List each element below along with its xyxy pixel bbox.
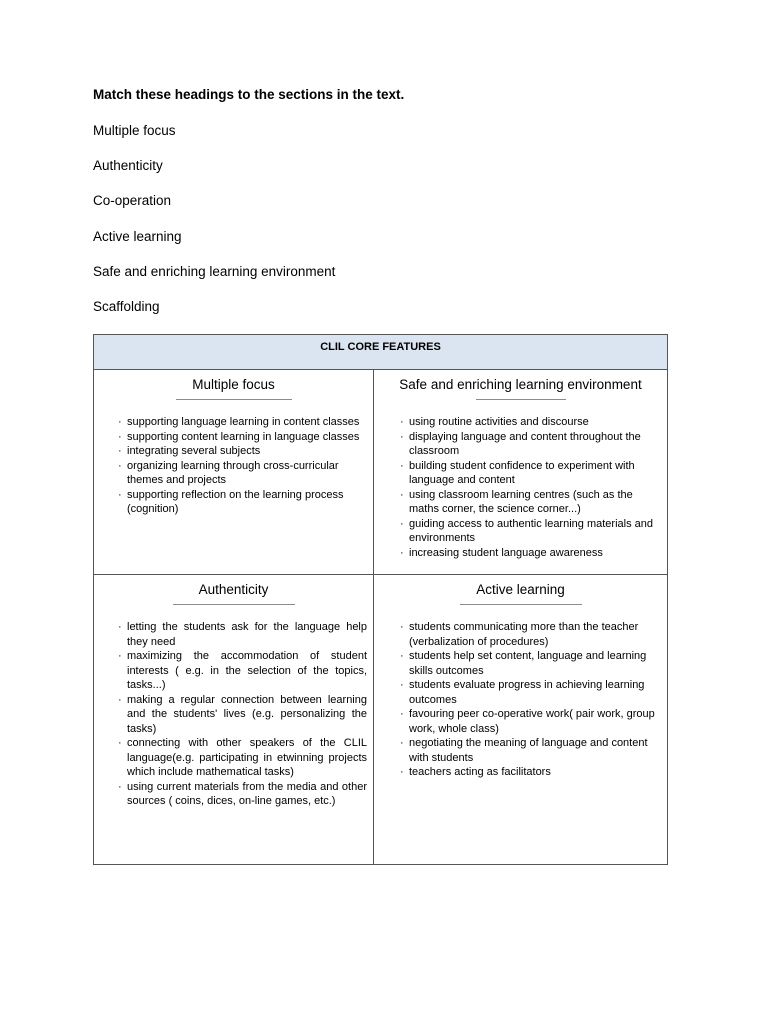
heading-option: Authenticity [93, 158, 163, 174]
list-item: · integrating several subjects [118, 444, 367, 459]
list-item: · students help set content, language and learning skills outcomes [400, 649, 659, 678]
answer-blank-line [173, 604, 295, 605]
answer-blank-line [476, 399, 566, 400]
list-item: · students evaluate progress in achieving learning outcomes [400, 678, 659, 707]
answer-blank-line [176, 399, 292, 400]
section-cell-active-learning [374, 575, 668, 865]
section-title: Active learning [476, 582, 565, 597]
list-item: · displaying language and content throughout the classroom [400, 430, 659, 459]
heading-option: Safe and enriching learning environment [93, 263, 336, 279]
section-item-list [118, 415, 367, 517]
list-item: · organizing learning through cross-curricular themes and projects [118, 459, 367, 488]
list-item: · building student confidence to experiment with language and content [400, 459, 659, 488]
list-item: · using routine activities and discourse [400, 415, 659, 430]
section-item-list [400, 620, 659, 780]
list-item: · letting the students ask for the language help they need [118, 620, 367, 649]
list-item: · maximizing the accommodation of student interests ( e.g. in the selection of the topics, tasks...) [118, 649, 367, 693]
list-item: · supporting reflection on the learning process (cognition) [118, 488, 367, 517]
list-item: · increasing student language awareness [400, 546, 659, 561]
section-cell-multiple-focus [94, 370, 374, 575]
heading-option: Co-operation [93, 193, 172, 209]
instruction-text: Match these headings to the sections in the text. [93, 87, 405, 102]
section-title: Authenticity [198, 582, 269, 597]
section-cell-safe-environment [374, 370, 668, 575]
list-item: · students communicating more than the teacher (verbalization of procedures) [400, 620, 659, 649]
list-item: · supporting language learning in content classes [118, 415, 367, 430]
list-item: · negotiating the meaning of language and content with students [400, 736, 659, 765]
heading-option: Scaffolding [93, 298, 160, 314]
headings-list [93, 122, 335, 333]
list-item: · teachers acting as facilitators [400, 765, 659, 780]
clil-features-table [93, 334, 668, 865]
heading-option: Active learning [93, 228, 182, 244]
list-item: · using classroom learning centres (such as the maths corner, the science corner...) [400, 488, 659, 517]
section-item-list [118, 620, 367, 809]
answer-blank-line [460, 604, 582, 605]
list-item: · making a regular connection between learning and the students' lives (e.g. personalizing the tasks) [118, 693, 367, 737]
list-item: · favouring peer co-operative work( pair work, group work, whole class) [400, 707, 659, 736]
list-item: · supporting content learning in language classes [118, 430, 367, 445]
section-title: Safe and enriching learning environment [399, 377, 642, 392]
list-item: · using current materials from the media and other sources ( coins, dices, on-line games, etc.) [118, 780, 367, 809]
heading-option: Multiple focus [93, 123, 176, 138]
section-item-list [400, 415, 659, 560]
table-header [94, 335, 668, 370]
section-cell-authenticity [94, 575, 374, 865]
list-item: · connecting with other speakers of the CLIL language(e.g. participating in etwinning projects which include mathematical tasks) [118, 736, 367, 780]
table-header-label: CLIL CORE FEATURES [320, 341, 441, 353]
list-item: · guiding access to authentic learning materials and environments [400, 517, 659, 546]
section-title: Multiple focus [192, 377, 275, 392]
